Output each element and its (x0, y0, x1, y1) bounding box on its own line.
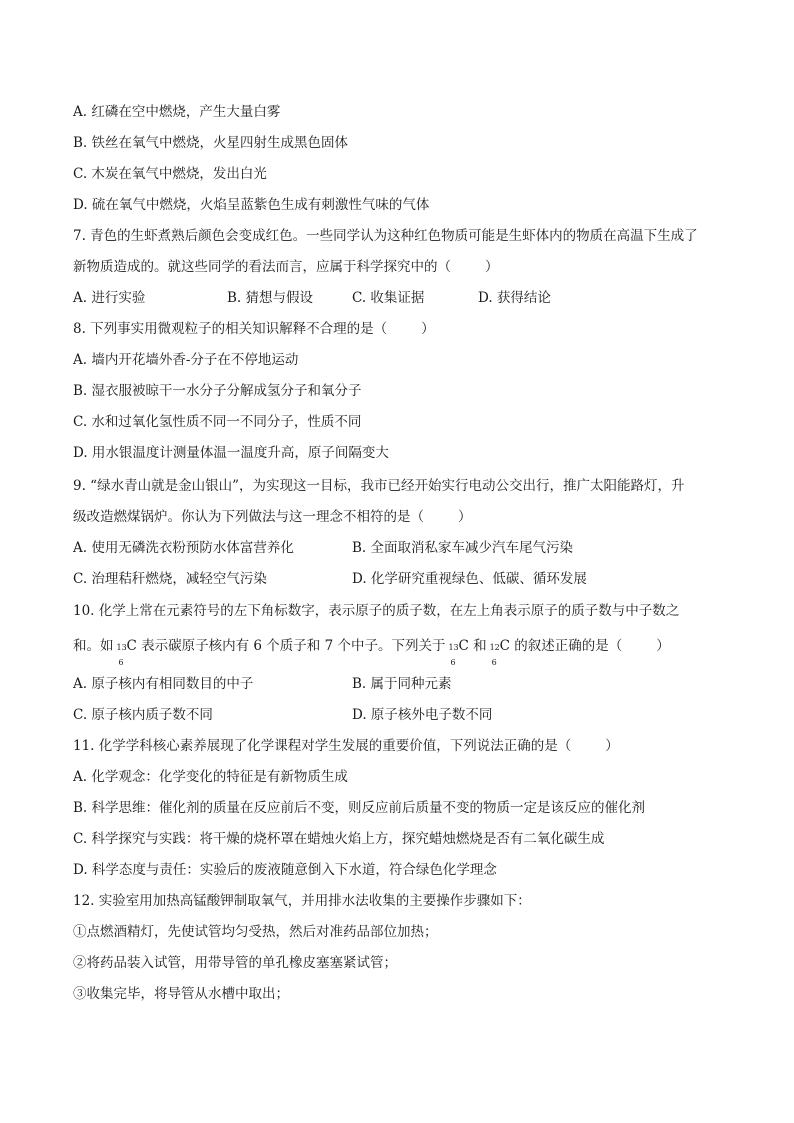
q10-option-c: C. 原子核内质子数不同 (73, 707, 213, 723)
q7-stem-text: 新物质造成的。就这些同学的看法而言，应属于科学探究中的（ (73, 259, 451, 275)
q8-option-a: A. 墙内开花墙外香-分子在不停地运动 (73, 352, 299, 368)
q8-paren-close: ） (421, 321, 435, 337)
q7-paren-close: ） (485, 259, 499, 275)
isotope-c12-mass: 12 (489, 643, 500, 652)
q6-option-c: C. 木炭在氧气中燃烧，发出白光 (73, 166, 267, 182)
q6-option-d: D. 硫在氧气中燃烧，火焰呈蓝紫色生成有刺激性气味的气体 (73, 197, 430, 213)
q7-stem-line2 (73, 257, 499, 277)
q9-option-a: A. 使用无磷洗衣粉预防水体富营养化 (73, 540, 294, 556)
isotope-c13-number-2: 6 (450, 658, 456, 667)
q10-text-1: 和。如 (73, 638, 114, 654)
q12-step-2: ②将药品装入试管，用带导管的单孔橡皮塞塞紧试管； (73, 955, 397, 971)
q10-paren-close: ） (656, 638, 670, 654)
q11-option-d: D. 科学态度与责任：实验后的废液随意倒入下水道，符合绿色化学理念 (73, 862, 497, 878)
q10-option-b: B. 属于同种元素 (352, 676, 452, 692)
q9-stem-line1: 9. “绿水青山就是金山银山”，为实现这一目标，我市已经开始实行电动公交出行，推广太阳能路灯，升 (73, 478, 685, 494)
q10-option-a: A. 原子核内有相同数目的中子 (73, 676, 254, 692)
q10-stem-line2 (73, 636, 670, 667)
q12-step-3: ③收集完毕，将导管从水槽中取出； (73, 986, 289, 1002)
q11-option-a: A. 化学观念：化学变化的特征是有新物质生成 (73, 769, 348, 785)
q8-stem (73, 319, 435, 339)
q8-stem-text: 8. 下列事实用微观粒子的相关知识解释不合理的是（ (73, 321, 388, 337)
q7-option-a: A. 进行实验 (73, 290, 146, 306)
q10-text-2: C 表示碳原子核内有 6 个质子和 7 个中子。下列关于 (126, 638, 446, 654)
q9-option-b: B. 全面取消私家车减少汽车尾气污染 (352, 540, 574, 556)
q12-step-1: ①点燃酒精灯，先使试管均匀受热，然后对准药品部位加热； (73, 924, 438, 940)
q10-text-3: C 和 (458, 638, 487, 654)
q9-stem-text: 级改造燃煤锅炉。你认为下列做法与这一理念不相符的是（ (73, 509, 424, 525)
q11-stem-text: 11. 化学学科核心素养展现了化学课程对学生发展的重要价值，下列说法正确的是（ (73, 738, 572, 754)
q9-stem-line2 (73, 507, 472, 527)
q10-stem-line1: 10. 化学上常在元素符号的左下角标数字，表示原子的质子数，在左上角表示原子的质子数与中子数之 (73, 603, 680, 619)
isotope-c13-mass: 13 (116, 643, 127, 652)
q11-option-c: C. 科学探究与实践：将干燥的烧杯罩在蜡烛火焰上方，探究蜡烛燃烧是否有二氧化碳生成 (73, 831, 605, 847)
q11-stem (73, 736, 619, 756)
q11-paren-close: ） (605, 738, 619, 754)
q8-option-b: B. 湿衣服被晾干一水分子分解成氢分子和氧分子 (73, 383, 362, 399)
q10-text-4: C 的叙述正确的是（ (499, 638, 623, 654)
q10-option-d: D. 原子核外电子数不同 (352, 707, 493, 723)
q9-option-c: C. 治理秸秆燃烧，减轻空气污染 (73, 571, 267, 587)
q6-option-b: B. 铁丝在氧气中燃烧，火星四射生成黑色固体 (73, 135, 349, 151)
q8-option-d: D. 用水银温度计测量体温一温度升高，原子间隔变大 (73, 445, 389, 461)
isotope-c13-number: 6 (118, 658, 124, 667)
q7-option-c: C. 收集证据 (352, 290, 425, 306)
q12-stem: 12. 实验室用加热高锰酸钾制取氧气，并用排水法收集的主要操作步骤如下： (73, 893, 531, 909)
q7-option-d: D. 获得结论 (478, 290, 551, 306)
q6-option-a: A. 红磷在空中燃烧，产生大量白雾 (73, 104, 281, 120)
q11-option-b: B. 科学思维：催化剂的质量在反应前后不变，则反应前后质量不变的物质一定是该反应的催化剂 (73, 800, 646, 816)
isotope-c13-mass-2: 13 (448, 643, 459, 652)
isotope-c12-number: 6 (491, 658, 497, 667)
q7-stem-line1: 7. 青色的生虾煮熟后颜色会变成红色。一些同学认为这种红色物质可能是生虾体内的物质在高温下生成了 (73, 228, 698, 244)
q9-option-d: D. 化学研究重视绿色、低碳、循环发展 (352, 571, 587, 587)
q8-option-c: C. 水和过氧化氢性质不同一不同分子，性质不同 (73, 414, 362, 430)
q9-paren-close: ） (458, 509, 472, 525)
q7-option-b: B. 猜想与假设 (227, 290, 314, 306)
